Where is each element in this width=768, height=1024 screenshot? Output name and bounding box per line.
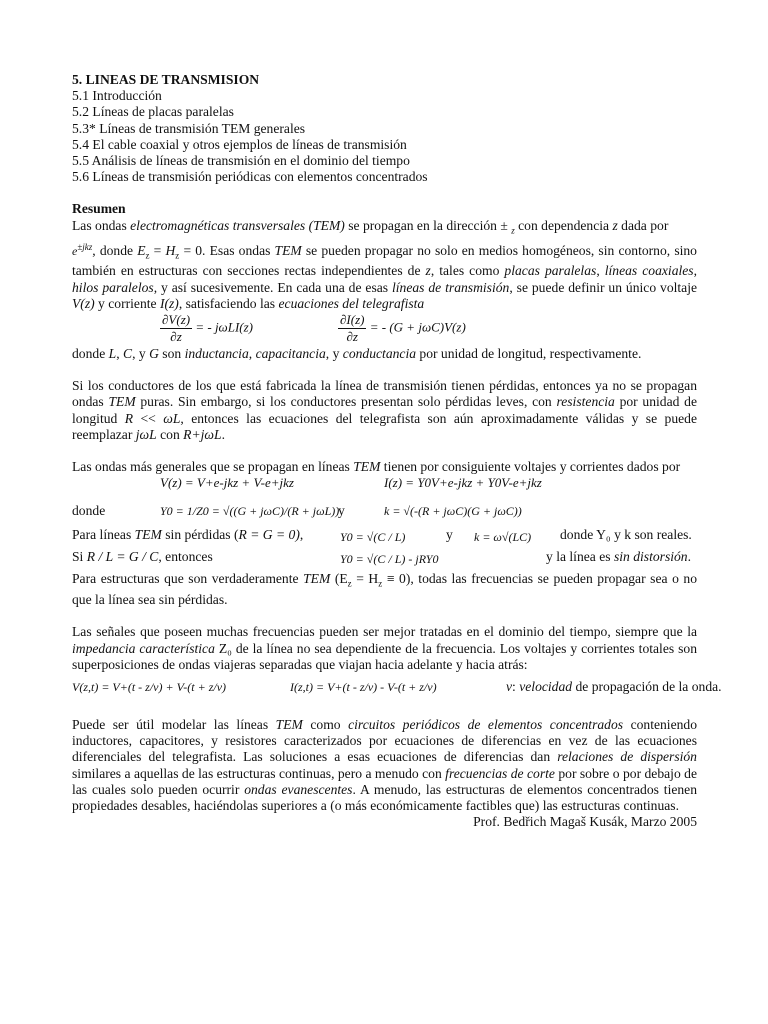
table-of-contents — [72, 72, 697, 185]
paragraph-tem-intro: Las ondas electromagnéticas transversales (TEM) se propagan en la dirección ± $_z$ con dependencia z dada por — [72, 217, 669, 236]
paragraph-periodic-circuits: Puede ser útil modelar las líneas TEM como circuitos periódicos de elementos concentrados conteniendo inductores, capacitores, y resistores caracterizados por ecuaciones de diferencias en vez de las ecuaciones diferenciales del telegrafista. Las soluciones a esas ecuaciones de diferencias dan relaciones de dispersión similares a aquellas de las estructuras continuas, pero a menudo con frecuencias de corte por sobre o por debajo de las cuales solo pueden ocurrir ondas evanescentes. A menudo, las estructuras de elementos concentrados tienen propiedades desables, haciéndolas superiores a (o más económicamente factibles que) las estructuras continuas. — [72, 717, 698, 814]
lossless-wavenumber: k = ω√(LC) — [474, 530, 532, 545]
toc-item-6: 5.6 Líneas de transmisión periódicas con elementos concentrados — [72, 169, 428, 185]
telegrapher-eq-current: $\frac{\partial I(z)}{\partial z}$ = - (G + jωC)V(z) — [340, 312, 466, 345]
time-current-equation: I(z,t) = V+(t - z/v) - V-(t + z/v) — [290, 680, 437, 695]
author-signature: Prof. Bedřich Magaš Kusák, Marzo 2005 — [473, 814, 697, 830]
admittance-equation: Y0 = 1/Z0 = √((G + jωC)/(R + jωL)) — [160, 504, 340, 519]
toc-item-3: 5.3* Líneas de transmisión TEM generales — [72, 120, 306, 136]
telegrapher-eq-voltage: $\frac{\partial V(z)}{\partial z}$ = - jωLI(z) — [162, 312, 254, 345]
paragraph-lcg-definition: donde L, C, y G son inductancia, capacitancia, y conductancia por unidad de longitud, respectivamente. — [72, 346, 642, 362]
toc-item-1: 5.1 Introducción — [72, 88, 162, 104]
document-page — [72, 72, 722, 830]
paragraph-losses: Si los conductores de los que está fabricada la línea de transmisión tienen pérdidas, entonces ya no se propagan ondas TEM puras. Sin embargo, si los conductores presentan solo pérdidas leves, con resistencia por unidad de longitud R << ωL, entonces las ecuaciones del telegrafista son aún aproximadamente válidas y se puede reemplazar jωL con R+jωL. — [72, 378, 697, 442]
wavenumber-equation: k = √(-(R + jωC)(G + jωC)) — [384, 504, 522, 519]
toc-item-2: 5.2 Líneas de placas paralelas — [72, 104, 234, 120]
paragraph-true-tem: Para estructuras que son verdaderamente TEM $(E_z = H_z \equiv 0)$, todas las frecuencias se pueden propagar sea o no que la línea sea sin pérdidas. — [72, 571, 698, 608]
toc-item-5: 5.5 Análisis de líneas de transmisión en el dominio del tiempo — [72, 153, 410, 169]
time-domain-equations — [72, 673, 722, 701]
distortionless-admittance: Y0 = √(C / L) - jRY0 — [340, 552, 439, 567]
chapter-title: 5. LINEAS DE TRANSMISION — [72, 72, 260, 87]
section-heading-resumen: Resumen — [72, 201, 126, 217]
paragraph-time-domain: Las señales que poseen muchas frecuencias pueden ser mejor tratadas en el dominio del tiempo, siempre que la impedancia característica Z₀ de la línea no sea dependiente de la frecuencia. Los voltajes y corrientes totales son superposiciones de ondas viajeras separadas que viajan hacia adelante y hacia atrás: — [72, 624, 697, 672]
admittance-equations-row: donde Y0 = 1/Z0 = √((G + jωC)/(R + jωL)) y k = √(-(R + jωC)(G + jωC)) — [72, 503, 522, 519]
paragraph-tem-structures: $e^{\pm jkz}$, donde $E_z = H_z = 0$. Esas ondas TEM se pueden propagar no solo en medios homogéneos, sin contorno, sino también en estructuras con secciones rectas independientes de z, tales como placas paralelas, líneas coaxiales, hilos paralelos, y así sucesivemente. En cada una de esas líneas de transmisión, se puede definir un único voltaje V(z) y corriente I(z), satisfaciendo las ecuaciones del telegrafista — [72, 241, 698, 311]
voltage-wave-equation: V(z) = V+e-jkz + V-e+jkz — [160, 475, 294, 491]
lossless-admittance: Y0 = √(C / L) — [340, 530, 406, 545]
distortionless-line-row: Si R / L = G / C, entonces Y0 = √(C / L) - jRY0 y la línea es sin distorsión. — [72, 549, 692, 567]
paragraph-general-waves: Las ondas más generales que se propagan en líneas TEM tienen por consiguiente voltajes y corrientes dados por — [72, 459, 681, 475]
lossless-line-row: Para líneas TEM sin pérdidas (R = G = 0), Y0 = √(C / L) y k = ω√(LC) donde Y₀ y k son reales. — [72, 527, 692, 545]
toc-item-4: 5.4 El cable coaxial y otros ejemplos de líneas de transmisión — [72, 136, 407, 152]
current-wave-equation: I(z) = Y0V+e-jkz + Y0V-e+jkz — [384, 475, 542, 491]
velocity-note: v: velocidad de propagación de la onda. — [506, 679, 722, 695]
time-voltage-equation: V(z,t) = V+(t - z/v) + V-(t + z/v) — [72, 680, 227, 695]
general-wave-equations — [72, 475, 697, 497]
telegrapher-equations — [72, 312, 697, 346]
